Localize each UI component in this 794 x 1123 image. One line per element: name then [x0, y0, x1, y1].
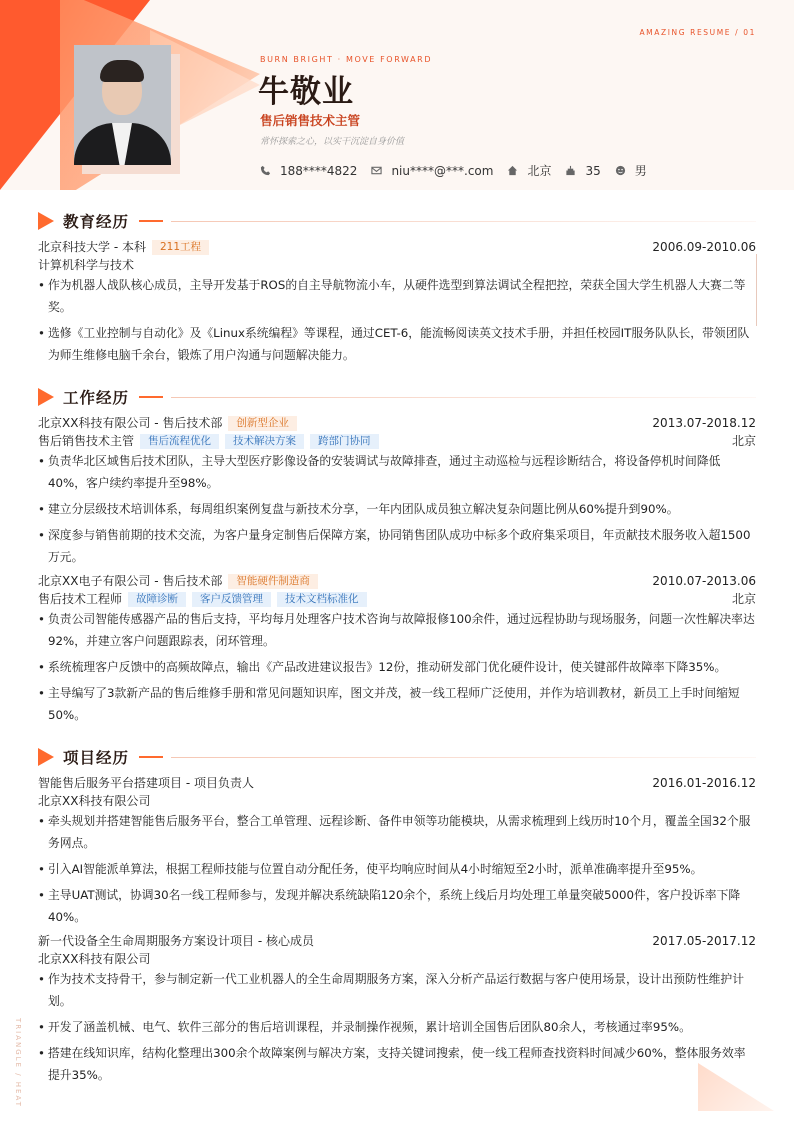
- contact-phone: 188****4822: [260, 164, 357, 178]
- triangle-icon: [38, 212, 54, 230]
- project-name: 智能售后服务平台搭建项目 - 项目负责人: [38, 776, 254, 790]
- list-item: • 建立分层级技术培训体系，每周组织案例复盘与新技术分享，一年内团队成员独立解决复杂问题比例从60%提升到90%。: [38, 498, 756, 520]
- resume-header: [0, 0, 794, 190]
- side-watermark: TRIANGLE / HEAT: [14, 1018, 22, 1108]
- job-bullets: [38, 450, 756, 568]
- list-item: • 搭建在线知识库，结构化整理出300余个故障案例与解决方案，支持关键词搜索，使一线工程师查找资料时间减少60%，整体服务效率提升35%。: [38, 1042, 756, 1086]
- resume-badge: AMAZING RESUME / 01: [639, 28, 756, 37]
- section-header: [38, 206, 756, 236]
- skill-tag: 跨部门协同: [310, 434, 379, 449]
- major: 计算机科学与技术: [38, 258, 135, 272]
- list-item: • 主导UAT测试，协调30名一线工程师参与，发现并解决系统缺陷120余个，系统上线后月均处理工单量突破5000件，客户投诉率下降40%。: [38, 884, 756, 928]
- section-header: [38, 382, 756, 412]
- list-item: • 牵头规划并搭建智能售后服务平台，整合工单管理、远程诊断、备件申领等功能模块，从需求梳理到上线历时10个月，覆盖全国32个服务网点。: [38, 810, 756, 854]
- position: 售后销售技术主管: [38, 434, 135, 448]
- company-tag: 智能硬件制造商: [228, 574, 318, 589]
- company-name: 北京XX电子有限公司 - 售后技术部: [38, 574, 223, 588]
- triangle-icon: [38, 748, 54, 766]
- education-bullets: [38, 274, 756, 366]
- resume-body: [38, 206, 756, 1090]
- contact-age: 35: [565, 164, 600, 178]
- section-title: 项目经历: [63, 749, 130, 767]
- skill-tag: 客户反馈管理: [192, 592, 271, 607]
- project-section: [38, 742, 756, 1086]
- section-header: [38, 742, 756, 772]
- project-date: 2017.05-2017.12: [652, 934, 756, 948]
- avatar: [74, 45, 171, 165]
- skill-tag: 技术解决方案: [225, 434, 304, 449]
- home-icon: [507, 165, 518, 176]
- job-entry: [38, 414, 756, 568]
- list-item: • 主导编写了3款新产品的售后维修手册和常见问题知识库，图文并茂，被一线工程师广泛使用，并作为培训教材，新员工上手时间缩短50%。: [38, 682, 756, 726]
- project-name: 新一代设备全生命周期服务方案设计项目 - 核心成员: [38, 934, 314, 948]
- list-item: • 开发了涵盖机械、电气、软件三部分的售后培训课程，并录制操作视频，累计培训全国售后团队80余人，考核通过率95%。: [38, 1016, 756, 1038]
- job-entry: [38, 572, 756, 726]
- education-date: 2006.09-2010.06: [652, 240, 756, 254]
- triangle-icon: [38, 388, 54, 406]
- mail-icon: [371, 165, 382, 176]
- project-company: 北京XX科技有限公司: [38, 952, 151, 966]
- list-item: • 负责华北区域售后技术团队，主导大型医疗影像设备的安装调试与故障排查，通过主动巡检与远程诊断结合，将设备停机时间降低40%，客户续约率提升至98%。: [38, 450, 756, 494]
- contact-gender: 男: [615, 162, 647, 179]
- list-item: • 负责公司智能传感器产品的售后支持，平均每月处理客户技术咨询与故障报修100余件，通过远程协助与现场服务，问题一次性解决率达92%，并建立客户问题跟踪表，闭环管理。: [38, 608, 756, 652]
- list-item: • 选修《工业控制与自动化》及《Linux系统编程》等课程，通过CET-6，能流畅阅读英文技术手册，并担任校园IT服务队队长，带领团队为师生维修电脑千余台，锻炼了用户沟通与问题解决能力。: [38, 322, 756, 366]
- position: 售后技术工程师: [38, 592, 123, 606]
- section-title: 教育经历: [63, 213, 130, 231]
- project-bullets: [38, 968, 756, 1086]
- list-item: • 引入AI智能派单算法，根据工程师技能与位置自动分配任务，使平均响应时间从4小时缩短至2小时，派单准确率提升至95%。: [38, 858, 756, 880]
- skill-tag: 售后流程优化: [140, 434, 219, 449]
- section-title: 工作经历: [63, 389, 130, 407]
- motto: BURN BRIGHT · MOVE FORWARD: [260, 55, 433, 64]
- project-entry: [38, 774, 756, 928]
- company-tag: 创新型企业: [228, 416, 297, 431]
- school-tag: 211工程: [152, 240, 209, 255]
- project-date: 2016.01-2016.12: [652, 776, 756, 790]
- list-item: • 深度参与销售前期的技术交流，为客户量身定制售后保障方案，协同销售团队成功中标多个政府集采项目，年贡献技术服务收入超1500万元。: [38, 524, 756, 568]
- list-item: • 作为机器人战队核心成员，主导开发基于ROS的自主导航物流小车，从硬件选型到算法调试全程把控，荣获全国大学生机器人大赛二等奖。: [38, 274, 756, 318]
- company-name: 北京XX科技有限公司 - 售后技术部: [38, 416, 223, 430]
- project-bullets: [38, 810, 756, 928]
- list-item: • 作为技术支持骨干，参与制定新一代工业机器人的全生命周期服务方案，深入分析产品运行数据与客户使用场景，设计出预防性维护计划。: [38, 968, 756, 1012]
- school-name: 北京科技大学 - 本科: [38, 240, 146, 254]
- skill-tag: 故障诊断: [128, 592, 186, 607]
- job-bullets: [38, 608, 756, 726]
- gender-icon: [615, 165, 626, 176]
- phone-icon: [260, 165, 271, 176]
- project-entry: [38, 932, 756, 1086]
- contact-city: 北京: [507, 162, 551, 179]
- work-section: [38, 382, 756, 726]
- project-company: 北京XX科技有限公司: [38, 794, 151, 808]
- job-date: 2013.07-2018.12: [652, 416, 756, 430]
- contact-list: [260, 162, 661, 179]
- list-item: • 系统梳理客户反馈中的高频故障点，输出《产品改进建议报告》12份，推动研发部门优化硬件设计，使关键部件故障率下降35%。: [38, 656, 756, 678]
- slogan: 常怀探索之心，以实干沉淀自身价值: [260, 137, 405, 147]
- job-role: 售后销售技术主管: [260, 113, 361, 128]
- contact-email: niu****@***.com: [371, 164, 493, 178]
- job-location: 北京: [731, 592, 756, 606]
- person-name: 牛敬业: [258, 74, 354, 110]
- education-row: [38, 238, 756, 256]
- education-section: [38, 206, 756, 366]
- job-location: 北京: [731, 434, 756, 448]
- skill-tag: 技术文档标准化: [277, 592, 367, 607]
- cake-icon: [565, 165, 576, 176]
- job-date: 2010.07-2013.06: [652, 574, 756, 588]
